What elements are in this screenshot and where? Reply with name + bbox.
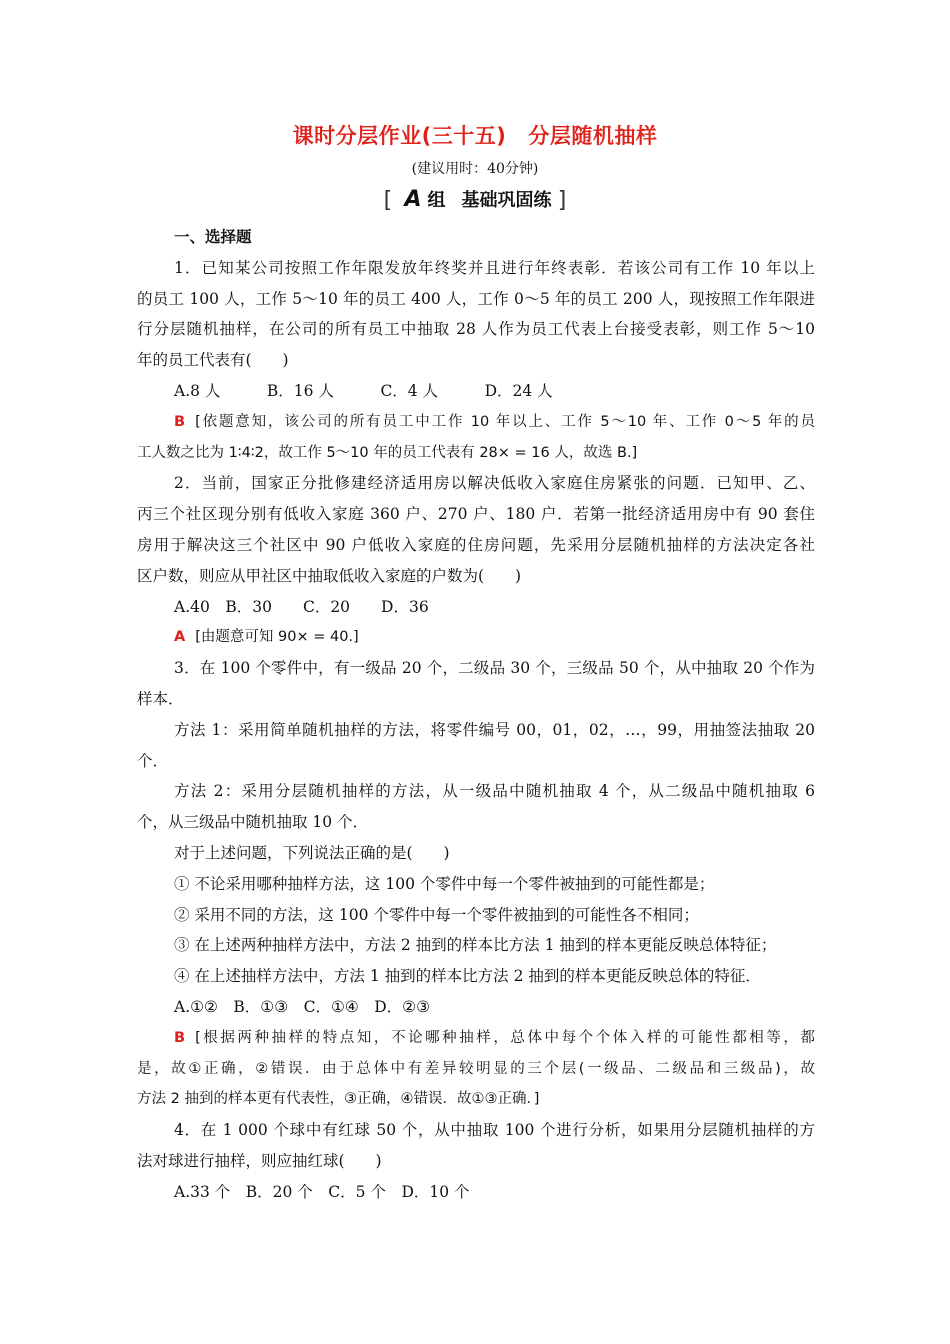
q3-method2: 个，从三级品中随机抽取 10 个．	[137, 813, 369, 832]
group-bracket-open: [	[383, 188, 393, 213]
q4-options: A.33 个 B．20 个 C．5 个 D．10 个	[174, 1182, 470, 1201]
q2-line: 丙三个社区现分别有低收入家庭 360 户、270 户、180 户．若第一批经济适用房中有 90 套住	[137, 505, 815, 524]
q3-method2: 方法 2：采用分层随机抽样的方法，从一级品中随机抽取 4 个，从二级品中随机抽取 6	[174, 782, 815, 801]
section-heading: 一、选择题	[174, 228, 252, 246]
q3-statement: ③ 在上述两种抽样方法中，方法 2 抽到的样本比方法 1 抽到的样本更能反映总体特征；	[174, 936, 777, 955]
group-label: 组	[427, 190, 446, 211]
q3-method1: 方法 1：采用简单随机抽样的方法，将零件编号 00，01，02，…，99，用抽签法抽取 20	[174, 720, 815, 739]
q3-statement: ② 采用不同的方法，这 100 个零件中每一个零件被抽到的可能性各不相同；	[174, 905, 699, 924]
q3-explanation	[137, 1023, 815, 1054]
q1-explanation-line: [依题意知，该公司的所有员工中工作 10 年以上、工作 5～10 年、工作 0～5 年的员	[195, 413, 815, 430]
q3-statement: ① 不论采用哪种抽样方法，这 100 个零件中每一个零件被抽到的可能性都是；	[174, 874, 715, 893]
q3-options: A.①② B．①③ C．①④ D．②③	[174, 997, 430, 1016]
q1-explanation	[137, 407, 815, 438]
q3-stem: 对于上述问题，下列说法正确的是( )	[174, 843, 450, 862]
q2-line: 2．当前，国家正分批修建经济适用房以解决低收入家庭住房紧张的问题．已知甲、乙、	[174, 474, 815, 493]
q1-answer-key: B	[174, 413, 186, 430]
q2-line: 区户数，则应从甲社区中抽取低收入家庭的户数为( )	[137, 566, 522, 585]
q2-answer-key: A	[174, 629, 186, 646]
q3-answer-key: B	[174, 1029, 186, 1046]
q2-line: 房用于解决这三个社区中 90 户低收入家庭的住房问题，先采用分层随机抽样的方法决定各社	[137, 535, 815, 554]
q2-explanation-line: [由题意可知 90× = 40.]	[195, 629, 359, 646]
group-letter: A	[404, 187, 422, 212]
q3-line: 3．在 100 个零件中，有一级品 20 个，二级品 30 个，三级品 50 个，从中抽取 20 个作为	[174, 659, 815, 678]
q2-explanation	[137, 622, 815, 653]
group-bracket-close: ]	[557, 188, 567, 213]
q3-method1: 个．	[137, 751, 169, 770]
page-title	[0, 120, 950, 150]
title-main: 课时分层作业(三十五)	[292, 124, 507, 148]
q1-line: 行分层随机抽样，在公司的所有员工中抽取 28 人作为员工代表上台接受表彰，则工作 5～10	[137, 320, 815, 339]
q4-line: 4．在 1 000 个球中有红球 50 个，从中抽取 100 个进行分析，如果用分层随机抽样的方	[174, 1121, 815, 1140]
q3-statement: ④ 在上述抽样方法中，方法 1 抽到的样本比方法 2 抽到的样本更能反映总体的特征．	[174, 967, 761, 986]
q2-options: A.40 B．30 C．20 D．36	[174, 597, 429, 616]
q1-options: A.8 人 B．16 人 C．4 人 D．24 人	[174, 381, 553, 400]
suggested-time: (建议用时：40分钟)	[411, 161, 539, 177]
title-sub: 分层随机抽样	[528, 124, 658, 148]
q3-explanation-line: [根据两种抽样的特点知，不论哪种抽样，总体中每个个体入样的可能性都相等，都	[195, 1029, 815, 1046]
q3-explanation-line: 是，故①正确，②错误．由于总体中有差异较明显的三个层(一级品、二级品和三级品)，故	[137, 1060, 815, 1077]
q3-explanation-line: 方法 2 抽到的样本更有代表性，③正确，④错误．故①③正确．]	[137, 1091, 540, 1108]
q1-line: 1．已知某公司按照工作年限发放年终奖并且进行年终表彰．若该公司有工作 10 年以上	[174, 258, 815, 277]
q1-line: 的员工 100 人，工作 5～10 年的员工 400 人，工作 0～5 年的员工 200 人，现按照工作年限进	[137, 289, 815, 308]
question-content	[137, 222, 815, 1208]
q3-line: 样本．	[137, 689, 184, 708]
q4-line: 法对球进行抽样，则应抽红球( )	[137, 1151, 382, 1170]
group-heading	[0, 186, 950, 213]
q1-line: 年的员工代表有( )	[137, 351, 289, 370]
q1-explanation-line: 工人数之比为 1∶4∶2，故工作 5～10 年的员工代表有 28× = 16 人，故选 B.]	[137, 444, 638, 461]
group-title: 基础巩固练	[461, 190, 552, 211]
